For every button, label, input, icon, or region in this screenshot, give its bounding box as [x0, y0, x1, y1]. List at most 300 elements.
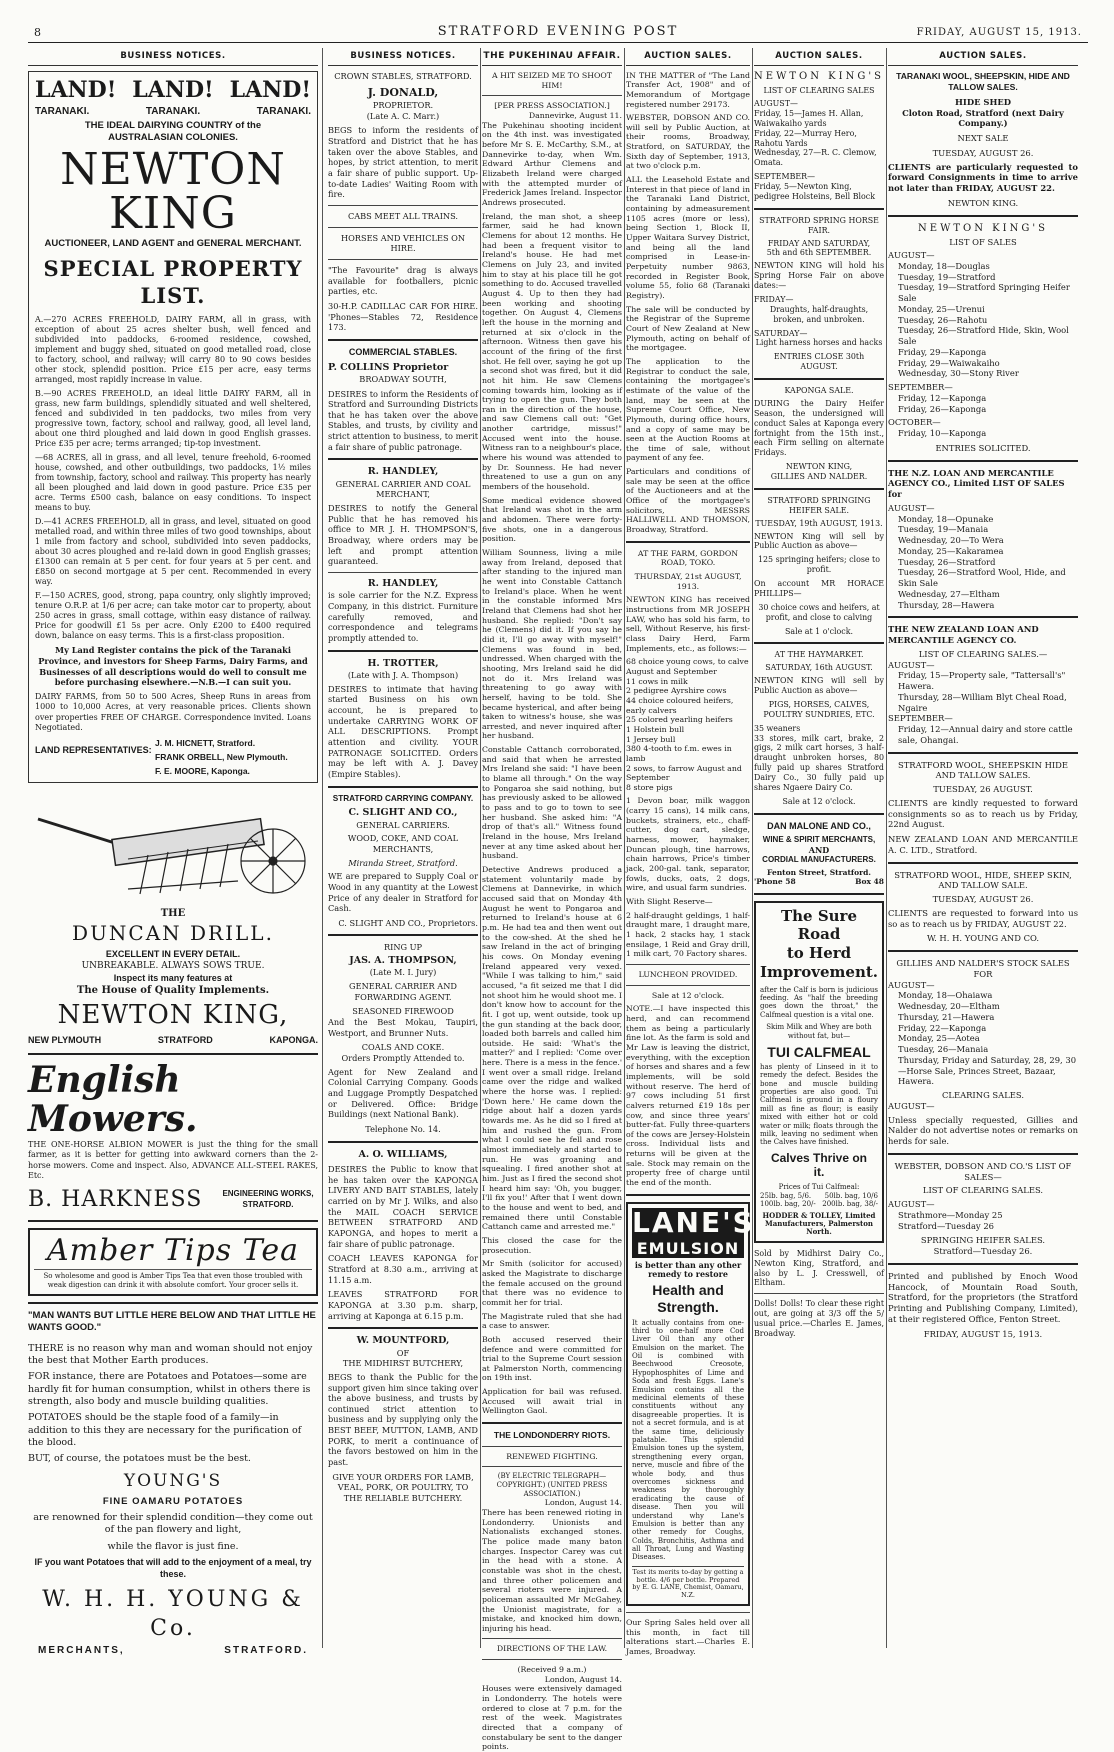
tui-sold: Sold by Midhirst Dairy Co., Newton King, Stratford, and also by L. J. Cresswell, of Eltham. [754, 1248, 884, 1288]
imprint-date: FRIDAY, AUGUST 15, 1913. [923, 1328, 1043, 1339]
young-para: THERE is no reason why man and woman should not enjoy the best that Mother Earth produces. [28, 1342, 313, 1366]
divider [888, 950, 1078, 952]
lanes-emulsion-ad [626, 1202, 755, 1606]
gn-sale: Thursday, Friday and Saturday, 28, 29, 30—Horse Sale, Princes Street, Bazaar, Hawera. [898, 1054, 1077, 1087]
article-para: Ireland, the man shot, a sheep farmer, said he had known Clemens for about 12 months. He had been a frequent visitor to Ireland's house. He had met Clemens on July 23, and invited him to stay at his place till he got something to do. Accused travelled August 4. Up to then they had been working and shooting together. On August 4, Clemens left the house in the morning and returned at six o'clock in the afternoon. Witness then gave his account of the firing of the first shot. He fell over, saying he got up a second shot was fired, but it did not hit him. He saw Clemens coming towards him, looking as if trying to open the gun. They both ran in the direction of the house, and saw Clemens call out: "Get another cartridge, missus!" Accused went into the house. Witness ran to a neighbour's place, where his wound was attended to by Dr. Sounness. He had never threatened to use a gun on any members of the household. [482, 211, 622, 492]
trotter-body: DESIRES to intimate that having started Business on his own account, he is prepared to undertake CARRYING WORK OF ALL DESCRIPTIONS. Prompt attention and civility. YOUR PATRONAGE SOLICITED. Orders may be left with A. J. Davey (Empire Stables). [328, 683, 478, 779]
column-rule [886, 48, 887, 1648]
gn-month: AUGUST— [888, 979, 935, 990]
divider [754, 642, 884, 644]
gn-list [888, 990, 1078, 1087]
whh-title: STRATFORD WOOL, HIDE, SHEEP SKIN, AND TALLOW SALE. [894, 869, 1072, 891]
lanes-brand: LANE'S [632, 1205, 755, 1239]
young-para: are renowned for their splendid condition—they come out of the pan flowery and light, [33, 1512, 313, 1536]
wool-title: TARANAKI WOOL, SHEEPSKIN, HIDE AND TALLOW SALES. [896, 70, 1070, 92]
farm-sale: Sale at 12 o'clock. [651, 990, 725, 1000]
tea-brand: Amber Tips Tea [34, 1234, 312, 1270]
farm-item: 25 colored yearling heifers [626, 715, 733, 725]
harkness-sub: ENGINEERING WORKS, STRATFORD. [222, 1189, 314, 1209]
section-heading: AUCTION SALES. [626, 48, 750, 66]
tagline: THE IDEAL DAIRYING COUNTRY of the AUSTRALASIAN COLONIES. [84, 119, 262, 143]
jat-name: JAS. A. THOMPSON, [349, 955, 457, 967]
harkness-line [28, 1186, 318, 1215]
nk-sales-list [888, 428, 1078, 439]
wool-address: Cloton Road, Stratford (next Dairy Company.) [902, 107, 1064, 129]
nk-list [754, 109, 884, 168]
heifer-date: TUESDAY, 19th AUGUST, 1913. [755, 518, 883, 528]
gn-sale: Friday, 22—Kaponga [898, 1022, 987, 1033]
article-para: Some medical evidence showed that Ireland was shot in the arm and abdomen. There were forty-five shots, one in a dangerous position. [482, 495, 622, 544]
nk-sale: Friday, 12—Kaponga [898, 392, 987, 403]
wd-sale: Stratford—Tuesday 26 [898, 1220, 994, 1231]
farm-note: NOTE.—I have inspected this herd, and can recommend them as being a particularly fine lot. As the farm is sold and Mr Law is leaving the district, everything, with the exception of horses and shares and a few implements, will be sold without reserve. The herd of 97 cows including 51 first calvers returned £19 18s per cow, and since three years' butter-fat. Fully three-quarters of the cows are Jersey-Holstein cross. Individual lists and returns will be given at the sale. Stock may remain on the property free of charge until the end of the month. [626, 1004, 750, 1188]
firm-sub: MERCHANTS, [38, 1644, 125, 1656]
matter-para: WEBSTER, DOBSON AND CO. will sell by Public Auction, at their rooms, Broadway, Stratford, on SATURDAY, the Sixth day of September, 1913, at two o'clock p.m. [626, 113, 750, 171]
farm-item: 68 choice young cows, to calve August and September [626, 657, 749, 676]
commercial-body: DESIRES to inform the Residents of Stratford and Surrounding Districts that he has taken over the above Stables, and trusts, by civility and strict attention to business, to merit a fair share of public patronage. [328, 388, 478, 452]
divider [754, 893, 884, 895]
wd-month: AUGUST— [888, 1199, 935, 1210]
commercial-proprietor: P. COLLINS Proprietor [328, 361, 449, 373]
farm-item: 1 Jersey bull [626, 734, 676, 744]
tea-line: So wholesome and good is Amber Tips Tea that even those troubled with weak digestion can drink it with absolute comfort. Your grocer sells it. [43, 1271, 303, 1289]
nk-month: SEPTEMBER— [754, 172, 815, 182]
haymarket-items: PIGS, HORSES, CALVES, POULTRY SUNDRIES, ETC. [763, 699, 875, 719]
column-3 [482, 48, 622, 1752]
duncan-drill-ad [28, 789, 318, 1047]
masthead: STRATFORD EVENING POST [437, 24, 679, 39]
article-para: The Pukehinau shooting incident on the 4th inst. was investigated before Mr S. E. McCarthy, S.M., at Dannevirke to-day, when Wm. Edward Arthur Clemens and Elizabeth Ireland were charged with the attempted murder of Frederick James Ireland. Inspector Andrews prosecuted. [482, 120, 622, 208]
column-4 [626, 48, 755, 1656]
dm-sub2: CORDIAL MANUFACTURERS. [762, 854, 876, 864]
divider [626, 964, 750, 965]
representative: F. E. MOORE, Kaponga. [155, 765, 250, 776]
haymarket-body: NEWTON KING will sell by Public Auction as above— [754, 676, 884, 695]
wool-hide: HIDE SHED [955, 96, 1011, 107]
riots-subtitle: RENEWED FIGHTING. [506, 1451, 598, 1461]
nk-sales-month: OCTOBER— [888, 417, 941, 428]
scc-body: WE are prepared to Supply Coal or Wood in any quantity at the Lowest Price of any dealer in Stratford for Cash. [328, 871, 478, 914]
matter-para: IN THE MATTER of "The Land Transfer Act, 1908" and of Memorandum of Mortgage registered number 29173. [626, 70, 750, 109]
nk-sales-list [888, 261, 1078, 379]
wd-title: WEBSTER, DOBSON AND CO.'S LIST OF SALES— [894, 1160, 1072, 1182]
column-rule [752, 48, 753, 1648]
imprint: Printed and published by Enoch Wood Hancock, of Mountain Road South, Stratford, for the proprietors (the Stratford Printing and Publishing Company, Limited), at their registered Office, Fenton Street. [888, 1270, 1078, 1324]
jat-body: GENERAL CARRIER AND FORWARDING AGENT. [349, 981, 457, 1002]
column-rule [624, 48, 625, 1648]
riots-body: There has been renewed rioting in Londonderry. Unionists and Nationalists exchanged stones. The police made many baton charges. Inspector Carey was cut in the head with a stone. A constable was shot in the chest, and three other policemen and several rioters were injured. A policeman assaulted Mr McGahey, the Unionist magistrate, for a mistake, and knocked him down, injuring his head. [482, 1507, 622, 1633]
article-para: Mr Smith (solicitor for accused) asked the Magistrate to discharge the female accused on the ground that there was no evidence to commit her for trial. [482, 1259, 622, 1307]
aow-coach: LEAVES STRATFORD FOR KAPONGA at 3.30 p.m. sharp, arriving at Kaponga at 6.15 p.m. [328, 1289, 478, 1321]
nzl-sale: Wednesday, 20—To Wera [898, 535, 1004, 546]
farm-item: 1 Devon boar, milk waggon (carry 15 cans), 14 milk cans, buckets, strainers, etc., chaff-cutter, dog cart, sledge, harness, mower, haymaker, Duncan plough, tine harrows, chain harrows, Price's timber jack, 200-gal. tank, separator, fowls, ducks, oats, 2 dogs, wire, and usual farm sundries. [626, 796, 750, 893]
section-heading: BUSINESS NOTICES. [328, 48, 478, 66]
wd-sale: Strathmore—Monday 25 [898, 1209, 1003, 1220]
ring-up: RING UP [383, 942, 423, 953]
scc-sub: GENERAL CARRIERS. [356, 819, 450, 830]
dan-malone-ad [754, 821, 884, 887]
dm-phone: 'Phone 58 [754, 877, 796, 887]
divider [328, 205, 478, 206]
town: NEW PLYMOUTH [28, 1035, 102, 1046]
nzl-title: THE N.Z. LOAN AND MERCANTILE AGENCY CO., Limited LIST OF SALES for [888, 467, 1065, 500]
representatives-list [155, 737, 288, 778]
jat-agent: Agent for New Zealand and Colonial Carrying Company. Goods and Luggage Promptly Despatched or Delivered. Office: Bridge Buildings (next National Bank). [328, 1066, 478, 1120]
sw-sign: NEW ZEALAND LOAN AND MERCANTILE A. C. LTD., Stratford. [888, 834, 1078, 855]
farm-item: 1 Holstein bull [626, 724, 685, 734]
property-entry: D.—41 ACRES FREEHOLD, all in grass, and level, situated on good metalled road, and within three miles of two good townships, about 1 mile from factory and school, subdivided into seven paddocks, about 30 acres ploughed and re-laid down in good English grasses; £1300 can remain at 5 per cent. for four years at 5 per cent. and £850 on second mortgage at 5 per cent. Recommended in every way. [35, 517, 311, 587]
haymarket-sale: Sale at 12 o'clock. [782, 796, 856, 806]
divider [888, 616, 1078, 618]
page-number: 8 [34, 26, 41, 39]
property-entry: B.—90 ACRES FREEHOLD, an ideal little DAIRY FARM, all in grass, new farm buildings, splendidly situated and well sheltered, fenced and subdivided in ten paddocks, two miles from very progressive town, factory, school and railway, good, all level land, about one third ploughed and laid down in good English grasses. Price £35 per acre; terms arranged; tip-top investment. [35, 389, 311, 449]
land-register-note: My Land Register contains the pick of the Taranaki Province, and investors for Sheep Farms, Dairy Farms, and Businesses of all descriptions would do well to consult me before purchasing elsewhere.—N.B.—I can suit you. [38, 645, 308, 688]
drill-firm: NEWTON KING, [57, 1000, 289, 1031]
nk-sale: Tuesday, 26—Rahotu [898, 314, 988, 325]
jat-telephone: Telephone No. 14. [365, 1124, 441, 1134]
nzl2-sale: Thursday, 28—William Blyt Cheal Road, Ngaire [898, 691, 1067, 713]
representative: J. M. HICNETT, Stratford. [155, 738, 256, 749]
drill-name: DUNCAN DRILL. [72, 921, 274, 946]
article-para: Constable Cattanch corroborated, and said that when he arrested Mrs Ireland she said: "I have been to blame all through." On the way to Pongaroa she said nothing, but has previously asked to be allowed to pass and to go to town to see her husband. She asked him: "A drop of that's all." Witness found Ireland in the house, Mrs Ireland never at any time asked about her husband. [482, 745, 622, 861]
heifer-account-body: 30 choice cows and heifers, at profit, and close to calving [758, 602, 880, 622]
commercial-title: COMMERCIAL STABLES. [348, 346, 458, 357]
young-para: BUT, of course, the potatoes must be the best. [28, 1453, 251, 1465]
heifer-items: 125 springing heifers; close to profit. [758, 555, 880, 575]
crown-title: CROWN STABLES, STRATFORD. [334, 71, 472, 82]
divider [28, 1220, 318, 1222]
nk-item: Friday, 15—James H. Allan, Waiwakaiho yards [754, 108, 864, 128]
nk-sale: Friday, 26—Kaponga [898, 403, 987, 414]
article-dateline: Dannevirke, August 11. [528, 111, 622, 121]
gn-sale: Thursday, 21—Hawera [898, 1011, 995, 1022]
dm-contacts [754, 877, 884, 886]
column-5 [754, 48, 884, 1648]
nzl-sale: Monday, 25—Kakaramea [898, 545, 1004, 556]
law-dateline: London, August 14. [544, 1674, 622, 1684]
crown-drag: "The Favourite" drag is always available for footballers, picnic parties, etc. [328, 264, 478, 297]
divider [626, 541, 750, 543]
divider [482, 95, 622, 96]
kaponga-sign: GILLIES AND NALDER. [770, 472, 868, 481]
heifer-account: On account MR HORACE PHILLIPS— [754, 579, 884, 598]
crown-horses: HORSES AND VEHICLES ON HIRE. [340, 232, 466, 254]
tui-body: has plenty of Linseed in it to remedy the defect. Besides the bone and muscle building properties are also good. Tui Calfmeal is ground in a floury mill as fine as flour; is easily mixed with either hot or cold water or milk; floats through the milk, leaving no sediment when the Calves have finished. [760, 1062, 878, 1147]
horse-saturday: SATURDAY— [754, 328, 808, 338]
mountford-give: GIVE YOUR ORDERS FOR LAMB, VEAL, PORK, OR POULTRY, TO THE RELIABLE BUTCHERY. [332, 1471, 474, 1504]
land-word: LAND! [229, 77, 311, 104]
matter-para: The application to the Registrar to conduct the sale, containing the mortgagee's estimate of the value of the land, may be seen at the Supreme Court Office, New Plymouth, during office hours, and a copy of same may be seen at the Auction Rooms at the time of sale, without payment of any fee. [626, 356, 750, 463]
article-para: Both accused reserved their defence and were committed for trial to the Supreme Court session at Palmerston North, commencing on 19th inst. [482, 1334, 622, 1383]
handley-body: is sole carrier for the N.Z. Express Company, in this district. Furniture carefully removed, and correspondence and telegrams promptly attended to. [328, 590, 478, 643]
property-list [35, 315, 311, 641]
tui-calfmeal-ad [754, 901, 884, 1243]
scc-address: Miranda Street, Stratford. [348, 857, 458, 868]
tui-head: The Sure Road [780, 906, 858, 944]
land-cry [35, 76, 311, 105]
section-heading: BUSINESS NOTICES. [28, 48, 318, 66]
nk-month: AUGUST— [754, 99, 798, 108]
nk-item: Wednesday, 27—R. C. Clemow, Omata. [754, 148, 877, 168]
dm-address: Fenton Street, Stratford. [767, 867, 871, 877]
column-rule [480, 48, 481, 1648]
divider [888, 460, 1078, 462]
trotter-name: H. TROTTER, [367, 657, 439, 669]
drill-line: UNBREAKABLE. ALWAYS SOWS TRUE. [81, 960, 265, 971]
tui-head: to Herd [786, 944, 852, 963]
divider [754, 378, 884, 380]
column-6 [888, 48, 1078, 1648]
nzl-sale: Wednesday, 27—Eltham [898, 588, 1000, 599]
dm-sub: WINE & SPIRIT MERCHANTS, [762, 834, 876, 844]
farm-date: THURSDAY, 21st AUGUST, 1913. [634, 572, 742, 591]
taranaki-word: TARANAKI. [35, 105, 90, 117]
horse-title: STRATFORD SPRING HORSE FAIR. [759, 215, 879, 235]
nzl2-list [888, 724, 1078, 746]
page-header [28, 20, 1088, 43]
scc-title: STRATFORD CARRYING COMPANY. [332, 793, 474, 803]
article-para: This closed the case for the prosecution. [482, 1235, 622, 1255]
sw-date: TUESDAY, 26 AUGUST. [933, 784, 1033, 795]
divider [888, 752, 1078, 754]
farm-title: AT THE FARM, GORDON ROAD, TOKO. [637, 548, 739, 568]
nzl2-month: SEPTEMBER— [888, 713, 953, 724]
horse-body: NEWTON KING will hold his Spring Horse Fair on above dates:— [754, 261, 884, 290]
farm-item: 11 cows in milk [626, 676, 688, 686]
tui-price: 200lb. bag, 38/- [822, 1200, 878, 1209]
tui-price: 25lb. bag, 5/6. [760, 1191, 812, 1200]
riots-title: THE LONDONDERRY RIOTS. [493, 1430, 611, 1441]
handley-body: DESIRES to notify the General Public that he has removed his office to MR J. H. THOMPSON'S, Broadway, where orders may be left and prompt attention guaranteed. [328, 503, 478, 567]
lanes-health: Health and Strength. [652, 1281, 724, 1315]
drill-towns [28, 1035, 318, 1047]
sw-title: STRATFORD WOOL, SHEEPSKIN HIDE AND TALLOW SALES. [897, 759, 1069, 781]
matter-para: The sale will be conducted by the Registrar of the Supreme Court of New Zealand at New Plymouth, acting on behalf of the mortgagee. [626, 304, 750, 353]
wd-heifer: SPRINGING HEIFER SALES. [920, 1235, 1046, 1246]
lanes-body: It actually contains from one-third to one-half more Cod Liver Oil than any other Emulsion on the market. The Oil is combined with Beechwood Creosote, Hypophosphites of Lime and Soda and fresh Eggs. Lane's Emulsion contains all the medicinal elements of these constituents without any disagreeable properties. It is not a secret formula, and is at the same time, deliciously palatable. This splendid Emulsion tones up the system, strengthening every organ, nerve, muscle and fibre of the whole body, and thus overcomes sickness and weakness by thoroughly eradicating the cause of disease. Then you will understand why Lane's Emulsion is better than any other remedy for Coughs, Colds, Bronchitis, Asthma and all Throat, Lung and Wasting Diseases. [632, 1318, 744, 1562]
dairy-farms-note: DAIRY FARMS, from 50 to 500 Acres, Sheep Runs in areas from 1000 to 10,000 Acres, at very reasonable prices. Clients shown over properties FREE OF CHARGE. Correspondence invited. Loans Negotiated. [35, 691, 311, 733]
firm-subtitle: AUCTIONEER, LAND AGENT and GENERAL MERCHANT. [44, 238, 302, 250]
divider [888, 1153, 1078, 1155]
nk-sale: Friday, 29—Kaponga [898, 346, 987, 357]
property-list-title: SPECIAL PROPERTY LIST. [43, 255, 303, 308]
tui-firm-sub: Manufacturers, Palmerston North. [765, 1219, 873, 1237]
land-representatives [35, 737, 311, 778]
lanes-foot: Test its merits to-day by getting a bottle. 4/6 per bottle. Prepared by E. G. LANE, Chemist, Oamaru, N.Z. [632, 1567, 744, 1600]
horse-dates: 5th and 6th SEPTEMBER. [766, 248, 872, 258]
crown-late: (Late A. C. Marr.) [366, 110, 440, 121]
newton-king-land-ad [28, 71, 318, 783]
english-mowers-ad [28, 1058, 318, 1214]
land-word: LAND! [35, 77, 117, 104]
tui-price: 50lb. bag, 10/6 [824, 1191, 878, 1200]
tui-prices-title: Prices of Tui Calfmeal: [778, 1183, 860, 1192]
jat-firewood: SEASONED FIREWOOD [352, 1006, 454, 1017]
land-word: LAND! [132, 77, 214, 104]
nk-sales-title: NEWTON KING'S [918, 222, 1048, 234]
section-heading: AUCTION SALES. [888, 48, 1078, 66]
taranaki-word: TARANAKI. [145, 105, 201, 117]
divider [754, 813, 884, 815]
young-para: IF you want Potatoes that will add to the enjoyment of a meal, try these. [34, 1557, 312, 1579]
wd-sub: LIST OF CLEARING SALES. [922, 1185, 1044, 1196]
lanes-line: is better than any other remedy to restore [634, 1259, 742, 1280]
handley-sub: GENERAL CARRIER AND COAL MERCHANT, [335, 478, 471, 500]
tui-skim: Skim Milk and Whey are both without fat, but— [766, 1023, 872, 1040]
trotter-late: (Late with J. A. Thompson) [347, 670, 459, 680]
nk-sale: Monday, 18—Douglas [898, 260, 990, 271]
heifer-body: NEWTON King will sell by Public Auction as above— [754, 531, 884, 551]
mountford-name: W. MOUNTFORD, [356, 1335, 450, 1347]
harkness-name: B. HARKNESS [28, 1186, 203, 1212]
matter-para: Particulars and conditions of sale may be seen at the office of the Auctioneers and at the Office of the mortgagee's solicitors, MESSRS HALLIWELL AND THOMSON, Broadway, Stratford. [626, 467, 750, 535]
young-para: FOR instance, there are Potatoes and Potatoes—some are hardly fit for human consumption, whilst in others there is strength, also body and muscle building qualities. [28, 1371, 311, 1407]
wool-body: CLIENTS are particularly requested to forward Consignments in time to arrive not later than FRIDAY, AUGUST 22. [888, 161, 1078, 194]
divider [626, 1612, 750, 1613]
jat-firewood-body: And the Best Mokau, Taupiri, Westport, and Brunner Nuts. [328, 1017, 478, 1038]
jat-coal: COALS AND COKE. [361, 1042, 445, 1053]
column-rule [322, 48, 323, 1648]
nzl-sale: Thursday, 28—Hawera [898, 599, 995, 610]
nk-title: NEWTON KING'S [754, 70, 884, 82]
matter-para: ALL the Leasehold Estate and Interest in that piece of land in the Taranaki Land District, containing by admeasurement 1105 acres (more or less), being Section 1, Block II, Upper Waitara Survey District, and being all the land comprised in Lease-in-Perpetuity number 9863, recorded in Register Book, volume 55, folio 68 (Taranaki Registry). [626, 175, 750, 300]
gn-title: GILLIES AND NALDER'S STOCK SALES FOR [896, 958, 1070, 979]
article-para: Application for bail was refused. Accused will await trial in Wellington Gaol. [482, 1387, 622, 1416]
article-para: The Magistrate ruled that she had a case to answer. [482, 1311, 622, 1331]
drill-line: Inspect its many features at [113, 972, 233, 983]
nk-entries: ENTRIES SOLICITED. [935, 442, 1031, 453]
dm-firm: DAN MALONE AND CO., [767, 820, 871, 831]
aow-name: A. O. WILLIAMS, [358, 1148, 448, 1160]
crown-proprietor: J. DONALD, [367, 85, 439, 99]
kaponga-sign: NEWTON KING, [785, 462, 853, 472]
whh-sign: W. H. H. YOUNG AND CO. [926, 933, 1040, 944]
farm-luncheon: LUNCHEON PROVIDED. [638, 969, 738, 979]
column-1 [28, 48, 318, 1656]
divider [328, 227, 478, 228]
law-title: DIRECTIONS OF THE LAW. [496, 1644, 608, 1654]
nk-item: Friday, 22—Murray Hero, Rahotu Yards [754, 128, 857, 148]
oamaru-potatoes: FINE OAMARU POTATOES [102, 1495, 244, 1507]
gn-sale: Monday, 18—Ohaiawa [898, 990, 993, 1001]
gn-unless: Unless specially requested, Gillies and Nalder do not advertise notes or remarks on herds for sale. [888, 1114, 1078, 1147]
horse-friday-body: Draughts, half-draughts, broken, and unbroken. [769, 304, 869, 324]
divider [888, 1263, 1078, 1265]
representative: FRANK ORBELL, New Plymouth. [155, 752, 288, 763]
horse-saturday-body: Light harness horses and hacks [755, 338, 883, 348]
nk-sales-sub: LIST OF SALES [949, 237, 1017, 248]
tui-price: 100lb. bag, 20/- [760, 1200, 816, 1209]
spring-sales-note: Our Spring Sales held over all this month, in fact till alterations start.—Charles E. James, Broadway. [626, 1618, 750, 1656]
wd-list [888, 1210, 1078, 1232]
crown-cabs: CABS MEET ALL TRAINS. [347, 210, 459, 221]
mowers-title: English Mowers. [28, 1058, 198, 1141]
horse-days: FRIDAY AND SATURDAY, [767, 238, 871, 248]
tui-prices-row [760, 1200, 878, 1208]
article-title: THE PUKEHINAU AFFAIR. [482, 48, 622, 66]
divider [28, 1053, 318, 1055]
tui-head: Improvement. [760, 962, 879, 981]
divider [754, 1293, 884, 1294]
whh-body: CLIENTS are requested to forward into us so as to reach us by FRIDAY, AUGUST 22. [888, 907, 1078, 929]
mountford-of: OF [396, 1347, 410, 1358]
divider [482, 1422, 622, 1424]
heifer-title: STRATFORD SPRINGING HEIFER SALE. [767, 495, 871, 515]
drill-the: THE [160, 908, 186, 920]
divider [626, 985, 750, 986]
farm-item: 380 4-tooth to f.m. ewes in lamb [626, 744, 732, 763]
gn-clearing-month: AUGUST— [888, 1100, 935, 1111]
nk-sub: LIST OF CLEARING SALES [763, 86, 875, 96]
young-para: while the flavor is just fine. [107, 1540, 239, 1552]
divider [328, 1141, 478, 1143]
article-subtitle: A HIT SEIZED ME TO SHOOT HIM! [492, 71, 612, 90]
divider [328, 1327, 478, 1329]
divider [888, 862, 1078, 864]
tui-firm: HODDER & TOLLEY, Limited [762, 1210, 876, 1220]
youngs-potatoes-ad [28, 1310, 318, 1657]
tui-intro: after the Calf is born is judicious feeding. As "half the breeding goes down the throat," the Calfmeal question is a vital one. [760, 985, 878, 1019]
divider [888, 215, 1078, 217]
farm-item: 2 sows, to farrow August and September [626, 763, 742, 783]
young-firm-sub [28, 1644, 318, 1657]
scc-firm: C. SLIGHT AND CO., [348, 807, 458, 819]
tui-brand: TUI CALFMEAL [767, 1043, 871, 1060]
divider [626, 1194, 750, 1196]
taranaki-word: TARANAKI. [256, 105, 311, 117]
tui-prices-row [760, 1192, 878, 1200]
nk-sale: Wednesday, 30—Stony River [898, 368, 1019, 379]
nk-sale: Tuesday, 19—Stratford Springing Heifer Sale [898, 282, 1070, 304]
riots-press: (BY ELECTRIC TELEGRAPH—COPYRIGHT.) (UNITED PRESS ASSOCIATION.) [496, 1472, 608, 1498]
young-title: "MAN WANTS BUT LITTLE HERE BELOW AND THAT LITTLE HE WANTS GOOD." [28, 1309, 316, 1334]
farm-item: 8 store pigs [626, 782, 673, 792]
nzl-sale: Monday, 18—Opunake [898, 513, 994, 524]
divider [482, 1659, 622, 1660]
handley-name: R. HANDLEY, [367, 578, 439, 590]
divider [328, 572, 478, 573]
farm-item: 2 pedigree Ayrshire cows [626, 686, 727, 696]
divider [754, 488, 884, 490]
article-para: Detective Andrews produced a statement voluntarily made by Clemens at Dannevirke, in which accused said that on Monday 4th August he went to Pongaroa and returned to Ireland's house at 6 p.m. He had tea and then went out to the cow-shed. At the shed he saw Ireland in the act of bringing his cows. On Monday evening Ireland appeared very vexed. "While I was talking to him," said accused, "a fit seized me that I did not shoot him he would shoot me. I don't know how to account for the fit. I got up, went outside, took up the gun standing at the back door, loaded both barrels and called him outside. He said: 'What's the matter?' and I replied: 'Come over here. There is a mess in the fence.' I went over a small ridge. Ireland came over the ridge and walked where the horse was. I replied: 'Down here.' He came down the ridge about half a dozen yards towards me. As he did so I fired at him and rushed the gun. From what I could see he fell and rose almost immediately and started to run. He was groaning and squealing. I fired another shot at him. Just as I fired the second shot I heard him say: 'Oh, you bugger, I'll fix you!' After that I went down to the house and went to bed, and remained there until Constable Cattanch came and arrested me." [482, 865, 622, 1232]
wool-sign: NEWTON KING. [947, 197, 1019, 208]
nzl-month: AUGUST— [888, 502, 935, 513]
divider [328, 458, 478, 460]
wool-date: TUESDAY, AUGUST 26. [932, 147, 1034, 158]
taranaki-cry [35, 105, 311, 118]
haymarket-title: AT THE HAYMARKET. [774, 650, 864, 660]
haymarket-date: SATURDAY, 16th AUGUST. [765, 663, 873, 673]
farm-reserve-body: 2 half-draught geldings, 1 half-draught mare, 1 draught mare, 1 hack, 2 stacks hay, 1 stack ensilage, 1 Reid and Gray drill, 1 milk cart, 70 Factory shares. [626, 910, 750, 959]
crown-body: BEGS to inform the residents of Stratford and District that he has taken over the above Stables, and hopes, by strict attention, to merit a fair share of public support. Up-to-date Ladies' Waiting Room with fire. [328, 125, 478, 200]
nzl-sale: Tuesday, 26—Stratford Wool, Hide, and Skin Sale [898, 567, 1066, 589]
firm-name: NEWTON KING [60, 144, 286, 240]
jat-late: (Late M. I. Jury) [369, 967, 437, 978]
divider [482, 1638, 622, 1639]
handley-name: R. HANDLEY, [367, 466, 439, 478]
law-received: (Received 9 a.m.) [517, 1665, 587, 1675]
gn-clearing: CLEARING SALES. [942, 1090, 1024, 1101]
column-2 [328, 48, 478, 1648]
dm-box: Box 48 [855, 877, 884, 887]
nk-sale: Friday, 10—Kaponga [898, 428, 987, 439]
nk-sale: Monday, 25—Urenui [898, 303, 985, 314]
divider [328, 650, 478, 652]
nzl2-title: THE NEW ZEALAND LOAN AND MERCANTILE AGENCY CO. [888, 624, 1039, 646]
nzl2-list [888, 670, 1078, 713]
youngs-brand: YOUNG'S [123, 1470, 223, 1491]
haymarket-list: 35 weaners 33 stores, milk cart, brake, 2 gigs, 2 milk cart horses, 3 half-draught unbroken horses, 80 fully paid up shares Stratford Dairy Co., 30 fully paid up shares Ngaere Dairy Co. [754, 723, 884, 792]
